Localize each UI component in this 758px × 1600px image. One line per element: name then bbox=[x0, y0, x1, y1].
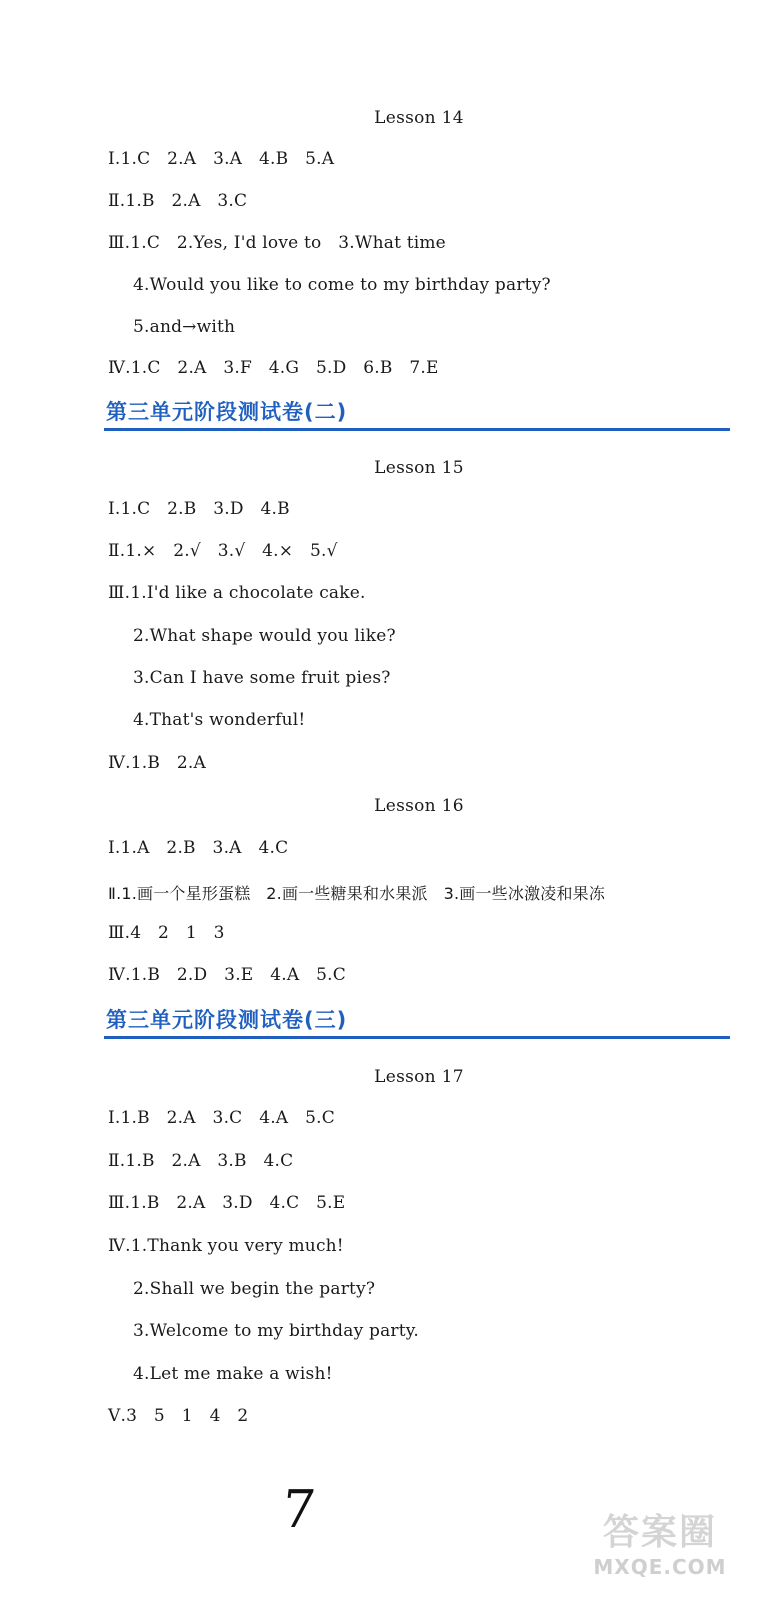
lesson-14-title: Lesson 14 bbox=[374, 108, 464, 128]
answer-line: Ⅱ.1.B 2.A 3.C bbox=[108, 191, 248, 211]
section-header-2 bbox=[104, 396, 730, 431]
answer-line: Ⅳ.1.B 2.A bbox=[108, 753, 207, 773]
section-title: 第三单元阶段测试卷(二) bbox=[106, 400, 348, 424]
answer-line: Ⅱ.1.× 2.√ 3.√ 4.× 5.√ bbox=[108, 541, 338, 561]
answer-line: Ⅳ.1.C 2.A 3.F 4.G 5.D 6.B 7.E bbox=[108, 358, 439, 378]
answer-line: 3.Welcome to my birthday party. bbox=[133, 1321, 419, 1341]
answer-line: Ⅲ.1.I'd like a chocolate cake. bbox=[108, 583, 366, 603]
answer-line: Ⅰ.1.C 2.B 3.D 4.B bbox=[108, 499, 290, 519]
answer-line: 3.Can I have some fruit pies? bbox=[133, 668, 391, 688]
answer-line: 4.Let me make a wish! bbox=[133, 1364, 333, 1384]
answer-line: Ⅱ.1.画一个星形蛋糕 2.画一些糖果和水果派 3.画一些冰激凌和果冻 bbox=[108, 884, 606, 903]
section-title: 第三单元阶段测试卷(三) bbox=[106, 1008, 348, 1032]
answer-line: 4.Would you like to come to my birthday party? bbox=[133, 275, 551, 295]
answer-line: Ⅲ.1.B 2.A 3.D 4.C 5.E bbox=[108, 1193, 346, 1213]
answer-line: Ⅳ.1.B 2.D 3.E 4.A 5.C bbox=[108, 965, 346, 985]
answer-line: Ⅰ.1.A 2.B 3.A 4.C bbox=[108, 838, 289, 858]
lesson-17-title: Lesson 17 bbox=[374, 1067, 464, 1087]
lesson-15-title: Lesson 15 bbox=[374, 458, 464, 478]
section-header-3 bbox=[104, 1004, 730, 1039]
page-number: 7 bbox=[278, 1480, 319, 1540]
answer-line: 5.and→with bbox=[133, 317, 236, 337]
answer-line: Ⅲ.1.C 2.Yes, I'd love to 3.What time bbox=[108, 233, 446, 253]
answer-line: Ⅱ.1.B 2.A 3.B 4.C bbox=[108, 1151, 294, 1171]
lesson-16-title: Lesson 16 bbox=[374, 796, 464, 816]
answer-line: Ⅰ.1.C 2.A 3.A 4.B 5.A bbox=[108, 149, 335, 169]
answer-line: 2.Shall we begin the party? bbox=[133, 1279, 376, 1299]
answer-line: Ⅳ.1.Thank you very much! bbox=[108, 1236, 344, 1256]
answer-line: 4.That's wonderful! bbox=[133, 710, 306, 730]
answer-line: Ⅰ.1.B 2.A 3.C 4.A 5.C bbox=[108, 1108, 335, 1128]
answer-line: 2.What shape would you like? bbox=[133, 626, 396, 646]
watermark-logo-text: 答案圈 bbox=[602, 1512, 717, 1553]
watermark-url: MXQE.COM bbox=[593, 1555, 727, 1579]
watermark-logo bbox=[570, 1504, 750, 1594]
answer-line: Ⅲ.4 2 1 3 bbox=[108, 923, 225, 943]
answer-line: Ⅴ.3 5 1 4 2 bbox=[108, 1406, 249, 1426]
